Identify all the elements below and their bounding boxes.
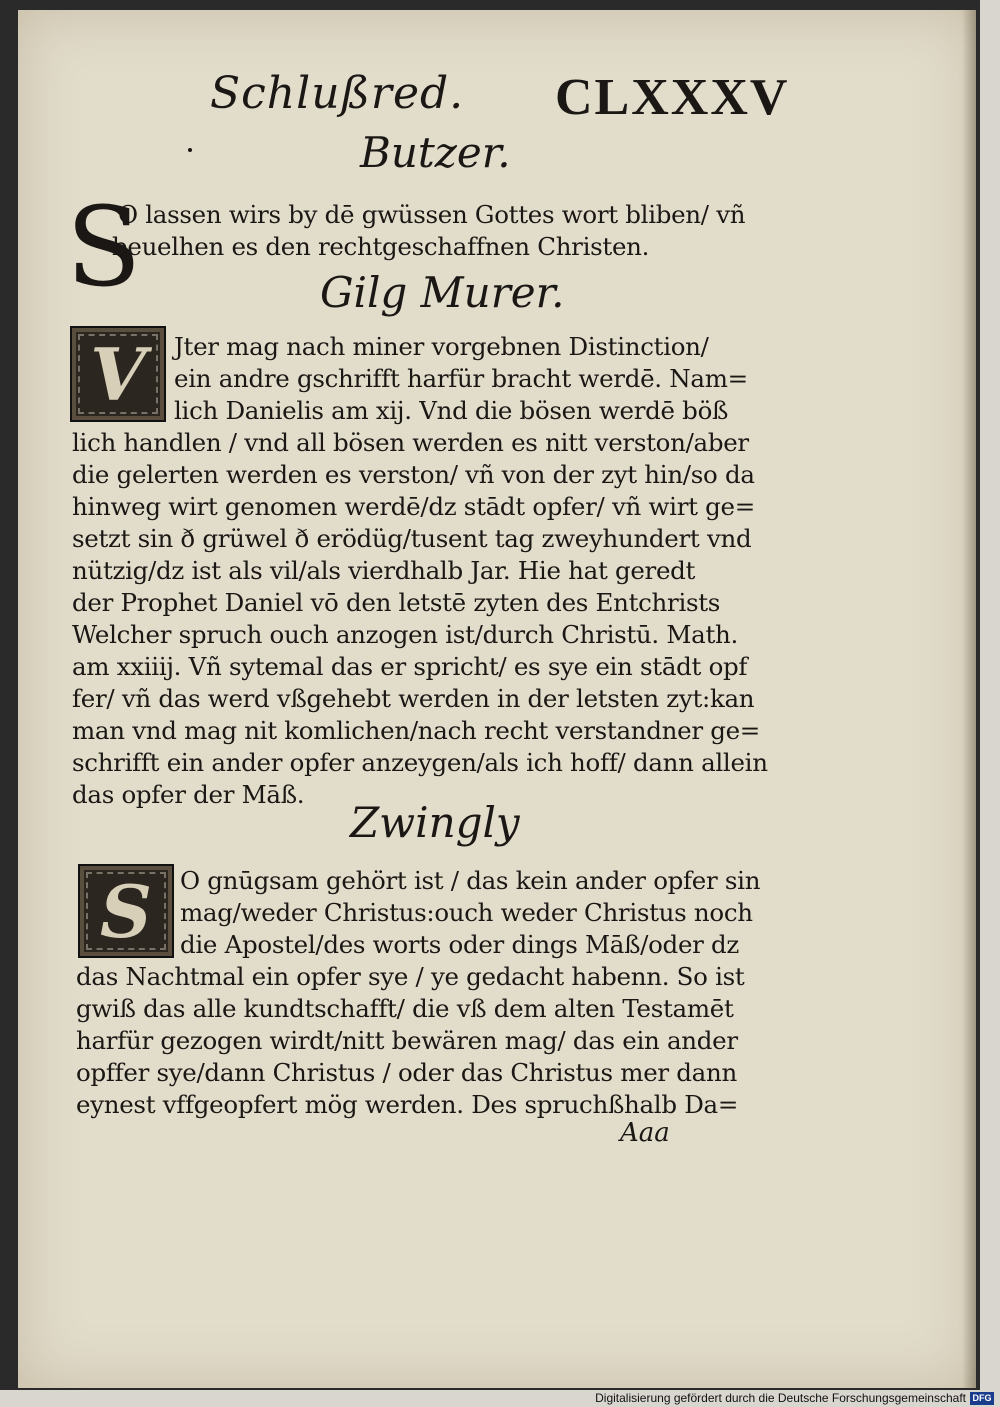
text-line: lich Danielis am xij. Vnd die bösen werdē böß	[174, 396, 729, 425]
decorated-initial-s	[78, 864, 174, 958]
text-line: mag/weder Christus:ouch weder Christus noch	[180, 898, 753, 927]
speaker-heading-gilg-murer: Gilg Murer.	[320, 268, 565, 317]
text-line: man vnd mag nit komlichen/nach recht verstandner ge=	[72, 716, 761, 745]
text-line: die Apostel/des worts oder dings Māß/oder dz	[180, 930, 740, 959]
text-line: O gnūgsam gehört ist / das kein ander opfer sin	[180, 866, 761, 895]
text-line: ein andre gschrifft harfür bracht werdē. Nam=	[174, 364, 748, 393]
folio-number: CLXXXV	[555, 69, 790, 126]
text-line: harfür gezogen wirdt/nitt bewären mag/ das ein ander	[76, 1026, 738, 1055]
ink-dot	[188, 148, 192, 152]
text-line: das Nachtmal ein opfer sye / ye gedacht habenn. So ist	[76, 962, 745, 991]
text-line: beuelhen es den rechtgeschaffnen Christen.	[112, 232, 650, 261]
text-line: opffer sye/dann Christus / oder das Christus mer dann	[76, 1058, 737, 1087]
running-head: Schlußred.	[210, 68, 465, 119]
text-line: nützig/dz ist als vil/als vierdhalb Jar. Hie hat geredt	[72, 556, 696, 585]
page-fold-shadow	[962, 10, 976, 1388]
funding-credit: Digitalisierung gefördert durch die Deutsche Forschungsgemeinschaft	[595, 1391, 966, 1405]
text-line: O lassen wirs by dē gwüssen Gottes wort bliben/ vñ	[118, 200, 746, 229]
text-line: hinweg wirt genomen werdē/dz stādt opfer/ vñ wirt ge=	[72, 492, 755, 521]
initial-letter-v: V	[90, 331, 146, 417]
gathering-signature: Aaa	[620, 1118, 670, 1148]
text-line: gwiß das alle kundtschafft/ die vß dem alten Testamēt	[76, 994, 734, 1023]
speaker-heading-butzer: Butzer.	[360, 128, 511, 177]
text-line: Welcher spruch ouch anzogen ist/durch Christū. Math.	[72, 620, 738, 649]
text-line: schrifft ein ander opfer anzeygen/als ich hoff/ dann allein	[72, 748, 768, 777]
text-line: Jter mag nach miner vorgebnen Distinction/	[174, 332, 709, 361]
text-line: setzt sin ð grüwel ð erödüg/tusent tag zweyhundert vnd	[72, 524, 752, 553]
dfg-logo: DFG	[970, 1392, 994, 1405]
text-line: fer/ vñ das werd vßgehebt werden in der letsten zyt:kan	[72, 684, 755, 713]
text-line: der Prophet Daniel vō den letstē zyten des Entchrists	[72, 588, 721, 617]
text-line: am xxiiij. Vñ sytemal das er spricht/ es sye ein stādt opf	[72, 652, 748, 681]
initial-letter-s: S	[66, 183, 142, 311]
text-line: das opfer der Māß.	[72, 780, 305, 809]
speaker-heading-zwingly: Zwingly	[350, 798, 520, 847]
decorated-initial-v	[70, 326, 166, 422]
text-line: lich handlen / vnd all bösen werden es nitt verston/aber	[72, 428, 749, 457]
text-line: eynest vffgeopfert mög werden. Des spruchßhalb Da=	[76, 1090, 739, 1119]
initial-letter-s: S	[100, 868, 152, 954]
text-line: die gelerten werden es verston/ vñ von der zyt hin/so da	[72, 460, 755, 489]
